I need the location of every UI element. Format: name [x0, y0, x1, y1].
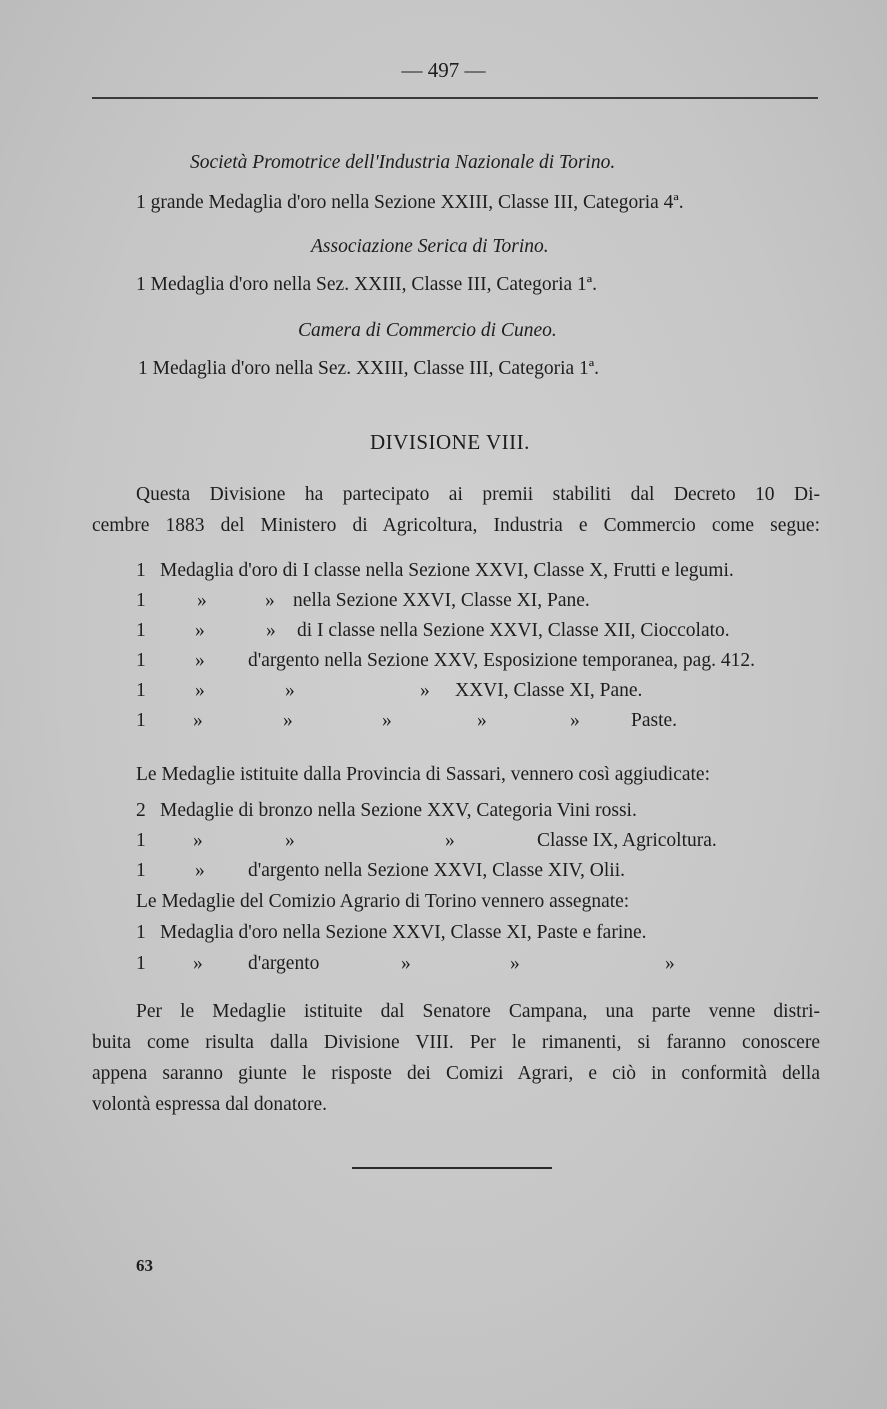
- ditto-mark: »: [197, 590, 207, 611]
- closing-line-1: Per le Medaglie istituite dal Senatore Campana, una parte venne distri-: [136, 1001, 820, 1022]
- list-item-text: Medaglie di bronzo nella Sezione XXV, Categoria Vini rossi.: [160, 800, 637, 821]
- ditto-mark: »: [420, 680, 430, 701]
- section-heading-serica: Associazione Serica di Torino.: [311, 236, 549, 257]
- ditto-mark: »: [193, 953, 203, 974]
- section-heading-cuneo: Camera di Commercio di Cuneo.: [298, 320, 557, 341]
- ditto-mark: »: [266, 620, 276, 641]
- signature-mark: 63: [136, 1256, 153, 1275]
- list-item-qty: 1: [136, 830, 146, 851]
- list-item-text: Paste.: [631, 710, 678, 731]
- division-title: DIVISIONE VIII.: [370, 430, 530, 454]
- ditto-mark: »: [401, 953, 411, 974]
- list-item-text: d'argento nella Sezione XXVI, Classe XIV, Olii.: [248, 860, 626, 881]
- ditto-mark: »: [193, 830, 203, 851]
- ditto-mark: »: [445, 830, 455, 851]
- closing-rule: [352, 1167, 552, 1169]
- list-item-qty: 1: [136, 922, 146, 943]
- list-item-text: Medaglia d'oro di I classe nella Sezione XXVI, Classe X, Frutti e legumi.: [160, 560, 734, 581]
- closing-line-3: appena saranno giunte le risposte dei Comizi Agrari, e ciò in conformità della: [92, 1063, 820, 1084]
- ditto-mark: »: [283, 710, 293, 731]
- section-heading-promotrice: Società Promotrice dell'Industria Nazionale di Torino.: [190, 152, 616, 173]
- list-item-text: Classe IX, Agricoltura.: [537, 830, 717, 851]
- list-item-qty: 1: [136, 590, 146, 611]
- ditto-mark: »: [285, 680, 295, 701]
- ditto-mark: »: [195, 650, 205, 671]
- list-item-qty: 1: [136, 680, 146, 701]
- list-item-qty: 2: [136, 800, 146, 821]
- list-item-text: Medaglia d'oro nella Sezione XXVI, Classe XI, Paste e farine.: [160, 922, 647, 943]
- closing-line-2: buita come risulta dalla Divisione VIII. Per le rimanenti, si faranno conoscere: [92, 1032, 820, 1053]
- list-item-qty: 1: [136, 860, 146, 881]
- list-item-text: d'argento nella Sezione XXV, Esposizione temporanea, pag. 412.: [248, 650, 755, 671]
- list-item-text: di I classe nella Sezione XXVI, Classe XII, Cioccolato.: [297, 620, 730, 641]
- list-item-qty: 1: [136, 560, 146, 581]
- closing-line-4: volontà espressa dal donatore.: [92, 1094, 328, 1115]
- list-item-text: nella Sezione XXVI, Classe XI, Pane.: [293, 590, 590, 611]
- header-rule: [92, 97, 818, 99]
- sassari-intro: Le Medaglie istituite dalla Provincia di Sassari, vennero così aggiudicate:: [136, 764, 711, 785]
- ditto-mark: »: [285, 830, 295, 851]
- ditto-mark: »: [570, 710, 580, 731]
- ditto-mark: »: [477, 710, 487, 731]
- section-line-promotrice: 1 grande Medaglia d'oro nella Sezione XXIII, Classe III, Categoria 4ª.: [136, 192, 684, 213]
- list-item-qty: 1: [136, 620, 146, 641]
- list-item-qty: 1: [136, 650, 146, 671]
- ditto-mark: »: [665, 953, 675, 974]
- ditto-mark: »: [193, 710, 203, 731]
- section-line-cuneo: 1 Medaglia d'oro nella Sez. XXIII, Classe III, Categoria 1ª.: [138, 358, 600, 379]
- list-item-text: d'argento: [248, 953, 320, 974]
- intro-line-1: Questa Divisione ha partecipato ai premii stabiliti dal Decreto 10 Di-: [136, 484, 820, 505]
- ditto-mark: »: [195, 680, 205, 701]
- list-item-text: XXVI, Classe XI, Pane.: [455, 680, 643, 701]
- list-item-qty: 1: [136, 953, 146, 974]
- ditto-mark: »: [382, 710, 392, 731]
- intro-line-2: cembre 1883 del Ministero di Agricoltura, Industria e Commercio come segue:: [92, 515, 820, 536]
- list-item-qty: 1: [136, 710, 146, 731]
- ditto-mark: »: [265, 590, 275, 611]
- comizio-intro: Le Medaglie del Comizio Agrario di Torino vennero assegnate:: [136, 891, 630, 912]
- ditto-mark: »: [510, 953, 520, 974]
- ditto-mark: »: [195, 860, 205, 881]
- section-line-serica: 1 Medaglia d'oro nella Sez. XXIII, Classe III, Categoria 1ª.: [136, 274, 598, 295]
- page-number: — 497 —: [401, 58, 486, 82]
- ditto-mark: »: [195, 620, 205, 641]
